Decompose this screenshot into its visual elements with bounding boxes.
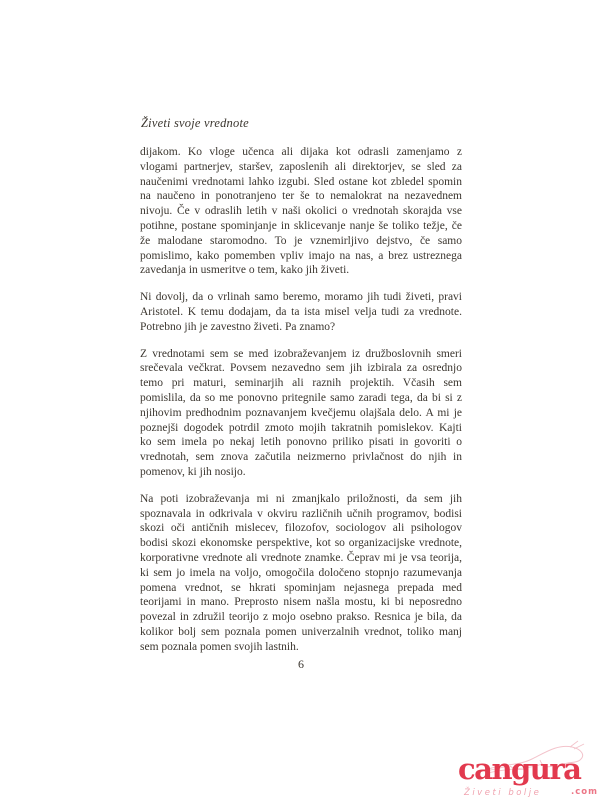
cangura-watermark	[452, 740, 598, 798]
text-line: Potrebno jih je zavestno živeti. Pa znamo?	[140, 320, 336, 333]
text-line: zavedanja in usmeritve o tem, kako jih živeti.	[140, 264, 350, 277]
text-line: sem poznala pomen svojih lastnih.	[140, 640, 299, 653]
text-line: njihovim predhodnim poznavanjem kvečjemu olajšala delo. A mi je	[140, 406, 462, 419]
brand-tagline: Živeti bolje	[464, 788, 542, 798]
text-line: Na poti izobraževanja mi ni zmanjkalo priložnosti, da sem jih	[140, 492, 462, 505]
text-line: dijakom. Ko vloge učenca ali dijaka kot odrasli zamenjamo z	[140, 146, 462, 158]
text-line: vlogami partnerjev, staršev, zaposlenih ali direktorjev, se sled za	[140, 160, 462, 173]
text-line: pomislimo, kako pomemben vpliv imajo na nas, a brez ustreznega	[140, 249, 462, 262]
text-line: vrednotah, sem znova začutila neizmerno privlačnost do njih in	[140, 451, 462, 464]
text-line: poznejši dogodek potrdil zmoto mojih takratnih pomislekov. Kajti	[140, 421, 462, 434]
text-line: naučenimi vrednotami lahko izgubi. Sled ostane kot zbledel spomin	[140, 175, 462, 188]
text-line: potihne, postane spominjanje in sklicevanje nanje še toliko težje, če	[140, 219, 462, 232]
paragraph	[140, 492, 462, 655]
paragraph	[140, 145, 462, 278]
text-line: ko sem imela po nekaj letih ponovno priliko pisati in govoriti o	[140, 436, 462, 449]
page-number: 6	[298, 657, 304, 671]
running-header: Živeti svoje vrednote	[141, 116, 249, 130]
text-line: Aristotel. K temu dodajam, da ta ista misel velja tudi za vrednote.	[140, 305, 462, 318]
text-line: korporativne vrednote ali vrednote znamke. Čeprav mi je vsa teorija,	[140, 551, 462, 564]
text-line: teorijami in mano. Preprosto nisem našla mostu, ki bi neposredno	[140, 596, 462, 609]
text-line: skozi oči antičnih mislecev, filozofov, sociologov ali psihologov	[140, 522, 462, 535]
page-body	[140, 145, 462, 667]
text-line: Z vrednotami sem se med izobraževanjem iz družboslovnih smeri	[140, 347, 462, 360]
brand-logo-text: cangura	[458, 752, 581, 786]
text-line: bodisi skozi ekonomske perspektive, kot so organizacijske vrednote,	[140, 537, 462, 550]
text-line: povezal in združil teorijo z mojo osebno prakso. Resnica je bila, da	[140, 611, 462, 624]
text-line: spoznavala in odkrivala v okviru različnih učnih programov, bodisi	[140, 507, 462, 520]
text-line: pomenov, ki jih nosijo.	[140, 465, 246, 478]
text-line: srečevala večkrat. Povsem nezavedno sem jih izbirala za osrednjo	[140, 362, 462, 375]
text-line: ki sem jo imela na voljo, omogočila določeno stopnjo razumevanja	[140, 566, 462, 579]
text-line: že malodane staromodno. To je vznemirljivo dejstvo, če samo	[140, 234, 462, 247]
text-line: pomena vrednot, se hkrati spominjam nejasnega prepada med	[140, 581, 462, 594]
text-line: na naučeno in ponotranjeno ter še to nemalokrat na nezavednem	[140, 190, 462, 203]
paragraph	[140, 347, 462, 480]
text-line: temo pri maturi, seminarjih ali raznih projektih. Včasih sem	[140, 377, 462, 390]
text-line: nivoju. Če v odraslih letih v naši okolici o vrednotah skorajda vse	[140, 205, 462, 218]
paragraph	[140, 290, 462, 334]
brand-tld: .com	[571, 787, 598, 797]
text-line: pomislila, da so me ponovno pritegnile samo zaradi tega, da bi si z	[140, 391, 462, 404]
text-line: kolikor bolj sem poznala pomen univerzalnih vrednot, toliko manj	[140, 625, 462, 638]
text-line: Ni dovolj, da o vrlinah samo beremo, moramo jih tudi živeti, pravi	[140, 291, 462, 304]
